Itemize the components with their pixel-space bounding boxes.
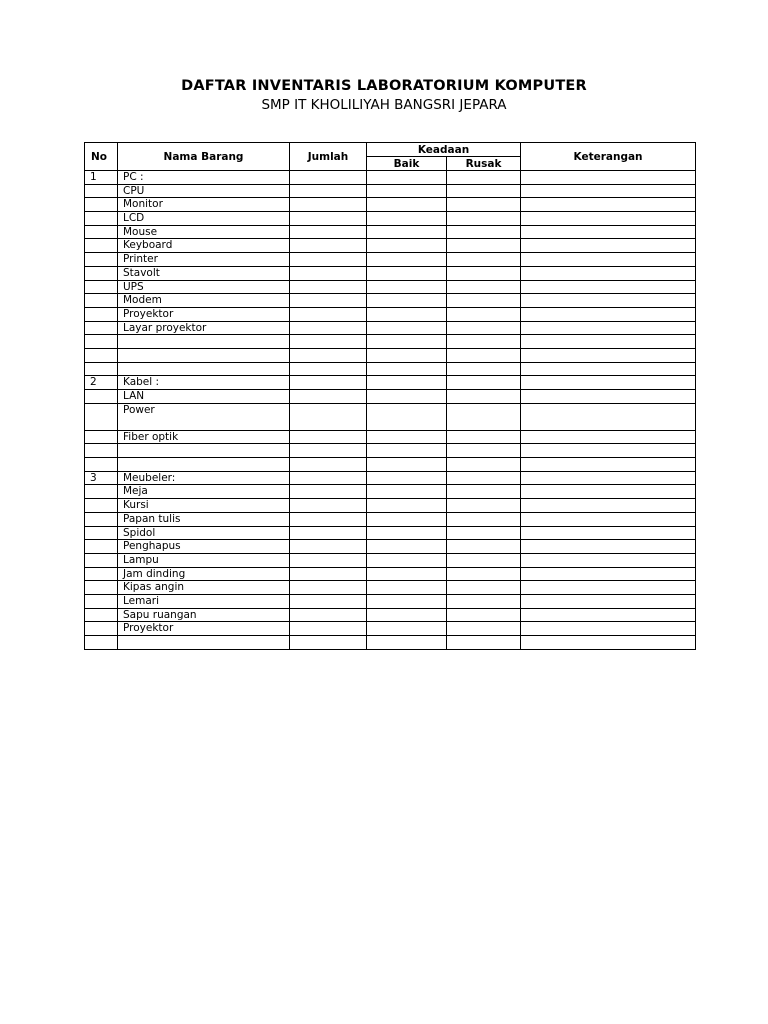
table-row <box>85 499 696 513</box>
cell-nama-barang: Layar proyektor <box>118 321 290 335</box>
cell-jumlah <box>290 376 367 390</box>
cell-rusak <box>447 430 521 444</box>
cell-jumlah <box>290 636 367 650</box>
cell-baik <box>367 444 447 458</box>
cell-no <box>85 567 118 581</box>
cell-keterangan <box>521 458 696 472</box>
cell-rusak <box>447 540 521 554</box>
cell-nama-barang <box>118 458 290 472</box>
cell-keterangan <box>521 471 696 485</box>
cell-nama-barang: Jam dinding <box>118 567 290 581</box>
cell-jumlah <box>290 198 367 212</box>
cell-jumlah <box>290 526 367 540</box>
cell-baik <box>367 540 447 554</box>
cell-no <box>85 294 118 308</box>
table-row <box>85 430 696 444</box>
cell-nama-barang <box>118 444 290 458</box>
cell-nama-barang <box>118 348 290 362</box>
cell-nama-barang: LCD <box>118 212 290 226</box>
cell-baik <box>367 212 447 226</box>
cell-nama-barang: Monitor <box>118 198 290 212</box>
cell-no <box>85 526 118 540</box>
table-row <box>85 553 696 567</box>
cell-keterangan <box>521 307 696 321</box>
cell-jumlah <box>290 499 367 513</box>
cell-keterangan <box>521 184 696 198</box>
cell-baik <box>367 567 447 581</box>
cell-baik <box>367 335 447 349</box>
table-row <box>85 540 696 554</box>
cell-no <box>85 362 118 376</box>
cell-jumlah <box>290 335 367 349</box>
cell-no <box>85 253 118 267</box>
cell-rusak <box>447 567 521 581</box>
cell-nama-barang: Printer <box>118 253 290 267</box>
cell-no <box>85 266 118 280</box>
cell-no <box>85 608 118 622</box>
cell-no <box>85 239 118 253</box>
cell-jumlah <box>290 608 367 622</box>
table-row <box>85 171 696 185</box>
cell-rusak <box>447 212 521 226</box>
cell-baik <box>367 471 447 485</box>
cell-keterangan <box>521 499 696 513</box>
cell-nama-barang: CPU <box>118 184 290 198</box>
table-row <box>85 321 696 335</box>
cell-baik <box>367 430 447 444</box>
inventory-table-body <box>85 171 696 650</box>
cell-nama-barang: Proyektor <box>118 622 290 636</box>
cell-keterangan <box>521 253 696 267</box>
cell-rusak <box>447 198 521 212</box>
cell-no <box>85 540 118 554</box>
cell-jumlah <box>290 444 367 458</box>
cell-nama-barang: Mouse <box>118 225 290 239</box>
cell-rusak <box>447 485 521 499</box>
cell-rusak <box>447 335 521 349</box>
cell-jumlah <box>290 225 367 239</box>
cell-keterangan <box>521 540 696 554</box>
inventory-table <box>84 142 696 650</box>
cell-keterangan <box>521 198 696 212</box>
cell-rusak <box>447 458 521 472</box>
cell-rusak <box>447 622 521 636</box>
table-row <box>85 471 696 485</box>
cell-no <box>85 499 118 513</box>
cell-rusak <box>447 321 521 335</box>
cell-no <box>85 198 118 212</box>
column-header-rusak: Rusak <box>447 157 521 171</box>
cell-keterangan <box>521 376 696 390</box>
cell-keterangan <box>521 636 696 650</box>
table-row <box>85 198 696 212</box>
cell-baik <box>367 362 447 376</box>
cell-baik <box>367 376 447 390</box>
table-row <box>85 458 696 472</box>
cell-no <box>85 321 118 335</box>
column-header-nama-barang: Nama Barang <box>118 143 290 171</box>
cell-jumlah <box>290 622 367 636</box>
cell-keterangan <box>521 225 696 239</box>
cell-rusak <box>447 294 521 308</box>
table-row <box>85 594 696 608</box>
cell-jumlah <box>290 253 367 267</box>
cell-nama-barang: Proyektor <box>118 307 290 321</box>
cell-baik <box>367 390 447 404</box>
cell-rusak <box>447 280 521 294</box>
cell-no <box>85 280 118 294</box>
table-row <box>85 266 696 280</box>
cell-keterangan <box>521 403 696 430</box>
cell-jumlah <box>290 390 367 404</box>
cell-jumlah <box>290 321 367 335</box>
cell-baik <box>367 266 447 280</box>
cell-nama-barang <box>118 636 290 650</box>
cell-baik <box>367 184 447 198</box>
cell-no <box>85 458 118 472</box>
table-row <box>85 239 696 253</box>
cell-rusak <box>447 581 521 595</box>
cell-baik <box>367 594 447 608</box>
cell-rusak <box>447 608 521 622</box>
cell-rusak <box>447 526 521 540</box>
cell-no <box>85 636 118 650</box>
cell-keterangan <box>521 239 696 253</box>
cell-jumlah <box>290 430 367 444</box>
cell-rusak <box>447 594 521 608</box>
column-header-keadaan: Keadaan <box>367 143 521 157</box>
column-header-keterangan: Keterangan <box>521 143 696 171</box>
table-row <box>85 581 696 595</box>
cell-jumlah <box>290 458 367 472</box>
cell-keterangan <box>521 212 696 226</box>
cell-rusak <box>447 636 521 650</box>
cell-no <box>85 225 118 239</box>
cell-no <box>85 184 118 198</box>
cell-no <box>85 485 118 499</box>
cell-jumlah <box>290 348 367 362</box>
cell-nama-barang <box>118 362 290 376</box>
cell-nama-barang: Keyboard <box>118 239 290 253</box>
cell-rusak <box>447 225 521 239</box>
cell-baik <box>367 512 447 526</box>
cell-baik <box>367 485 447 499</box>
cell-no <box>85 594 118 608</box>
cell-keterangan <box>521 348 696 362</box>
cell-jumlah <box>290 184 367 198</box>
cell-jumlah <box>290 567 367 581</box>
cell-jumlah <box>290 485 367 499</box>
cell-jumlah <box>290 512 367 526</box>
cell-rusak <box>447 266 521 280</box>
table-row <box>85 294 696 308</box>
table-row <box>85 184 696 198</box>
cell-baik <box>367 307 447 321</box>
cell-rusak <box>447 499 521 513</box>
cell-rusak <box>447 171 521 185</box>
cell-baik <box>367 348 447 362</box>
cell-nama-barang: Stavolt <box>118 266 290 280</box>
table-row <box>85 512 696 526</box>
column-header-baik: Baik <box>367 157 447 171</box>
table-row <box>85 390 696 404</box>
cell-baik <box>367 403 447 430</box>
cell-no <box>85 553 118 567</box>
cell-jumlah <box>290 171 367 185</box>
cell-keterangan <box>521 430 696 444</box>
table-row <box>85 225 696 239</box>
cell-no <box>85 348 118 362</box>
cell-baik <box>367 636 447 650</box>
table-row <box>85 362 696 376</box>
cell-no <box>85 444 118 458</box>
cell-jumlah <box>290 471 367 485</box>
cell-no: 3 <box>85 471 118 485</box>
table-row <box>85 307 696 321</box>
column-header-jumlah: Jumlah <box>290 143 367 171</box>
cell-rusak <box>447 444 521 458</box>
table-row <box>85 335 696 349</box>
table-row <box>85 526 696 540</box>
cell-rusak <box>447 239 521 253</box>
cell-no <box>85 512 118 526</box>
table-row <box>85 403 696 430</box>
cell-jumlah <box>290 594 367 608</box>
cell-baik <box>367 526 447 540</box>
cell-jumlah <box>290 362 367 376</box>
cell-baik <box>367 171 447 185</box>
cell-rusak <box>447 253 521 267</box>
cell-no: 1 <box>85 171 118 185</box>
cell-keterangan <box>521 581 696 595</box>
cell-rusak <box>447 376 521 390</box>
cell-nama-barang: Meubeler: <box>118 471 290 485</box>
cell-jumlah <box>290 212 367 226</box>
cell-keterangan <box>521 553 696 567</box>
cell-baik <box>367 239 447 253</box>
cell-baik <box>367 321 447 335</box>
cell-nama-barang: Power <box>118 403 290 430</box>
cell-keterangan <box>521 171 696 185</box>
cell-nama-barang: Fiber optik <box>118 430 290 444</box>
cell-nama-barang: PC : <box>118 171 290 185</box>
cell-jumlah <box>290 266 367 280</box>
cell-keterangan <box>521 622 696 636</box>
cell-jumlah <box>290 403 367 430</box>
cell-nama-barang: Penghapus <box>118 540 290 554</box>
table-row <box>85 253 696 267</box>
document-title: DAFTAR INVENTARIS LABORATORIUM KOMPUTER <box>181 78 587 94</box>
cell-baik <box>367 499 447 513</box>
cell-jumlah <box>290 294 367 308</box>
cell-nama-barang: Papan tulis <box>118 512 290 526</box>
cell-no <box>85 581 118 595</box>
cell-jumlah <box>290 540 367 554</box>
cell-jumlah <box>290 307 367 321</box>
cell-rusak <box>447 390 521 404</box>
cell-no <box>85 212 118 226</box>
cell-keterangan <box>521 512 696 526</box>
cell-no: 2 <box>85 376 118 390</box>
cell-baik <box>367 225 447 239</box>
column-header-no: No <box>85 143 118 171</box>
cell-keterangan <box>521 444 696 458</box>
cell-keterangan <box>521 335 696 349</box>
cell-keterangan <box>521 266 696 280</box>
cell-rusak <box>447 184 521 198</box>
cell-jumlah <box>290 581 367 595</box>
cell-baik <box>367 294 447 308</box>
cell-keterangan <box>521 567 696 581</box>
table-row <box>85 348 696 362</box>
cell-rusak <box>447 403 521 430</box>
cell-baik <box>367 198 447 212</box>
cell-keterangan <box>521 594 696 608</box>
document-subtitle: SMP IT KHOLILIYAH BANGSRI JEPARA <box>261 97 507 113</box>
cell-no <box>85 403 118 430</box>
cell-keterangan <box>521 280 696 294</box>
cell-keterangan <box>521 294 696 308</box>
cell-nama-barang: Spidol <box>118 526 290 540</box>
cell-nama-barang: Modem <box>118 294 290 308</box>
cell-baik <box>367 280 447 294</box>
table-row <box>85 622 696 636</box>
cell-rusak <box>447 362 521 376</box>
cell-rusak <box>447 512 521 526</box>
cell-jumlah <box>290 239 367 253</box>
cell-jumlah <box>290 280 367 294</box>
table-row <box>85 376 696 390</box>
cell-keterangan <box>521 362 696 376</box>
cell-nama-barang: Meja <box>118 485 290 499</box>
cell-no <box>85 390 118 404</box>
cell-keterangan <box>521 390 696 404</box>
cell-rusak <box>447 553 521 567</box>
cell-rusak <box>447 471 521 485</box>
cell-baik <box>367 458 447 472</box>
cell-nama-barang: Lemari <box>118 594 290 608</box>
table-row <box>85 636 696 650</box>
cell-keterangan <box>521 485 696 499</box>
cell-nama-barang: Sapu ruangan <box>118 608 290 622</box>
cell-no <box>85 430 118 444</box>
table-row <box>85 485 696 499</box>
table-row <box>85 212 696 226</box>
cell-nama-barang: Lampu <box>118 553 290 567</box>
cell-baik <box>367 622 447 636</box>
cell-baik <box>367 608 447 622</box>
cell-nama-barang: Kursi <box>118 499 290 513</box>
cell-nama-barang <box>118 335 290 349</box>
cell-nama-barang: Kipas angin <box>118 581 290 595</box>
cell-keterangan <box>521 321 696 335</box>
cell-baik <box>367 581 447 595</box>
cell-no <box>85 622 118 636</box>
cell-no <box>85 335 118 349</box>
cell-baik <box>367 553 447 567</box>
cell-baik <box>367 253 447 267</box>
cell-nama-barang: UPS <box>118 280 290 294</box>
table-row <box>85 280 696 294</box>
table-row <box>85 444 696 458</box>
cell-nama-barang: LAN <box>118 390 290 404</box>
table-row <box>85 567 696 581</box>
cell-keterangan <box>521 608 696 622</box>
cell-rusak <box>447 348 521 362</box>
cell-rusak <box>447 307 521 321</box>
cell-no <box>85 307 118 321</box>
cell-jumlah <box>290 553 367 567</box>
table-row <box>85 608 696 622</box>
cell-keterangan <box>521 526 696 540</box>
cell-nama-barang: Kabel : <box>118 376 290 390</box>
